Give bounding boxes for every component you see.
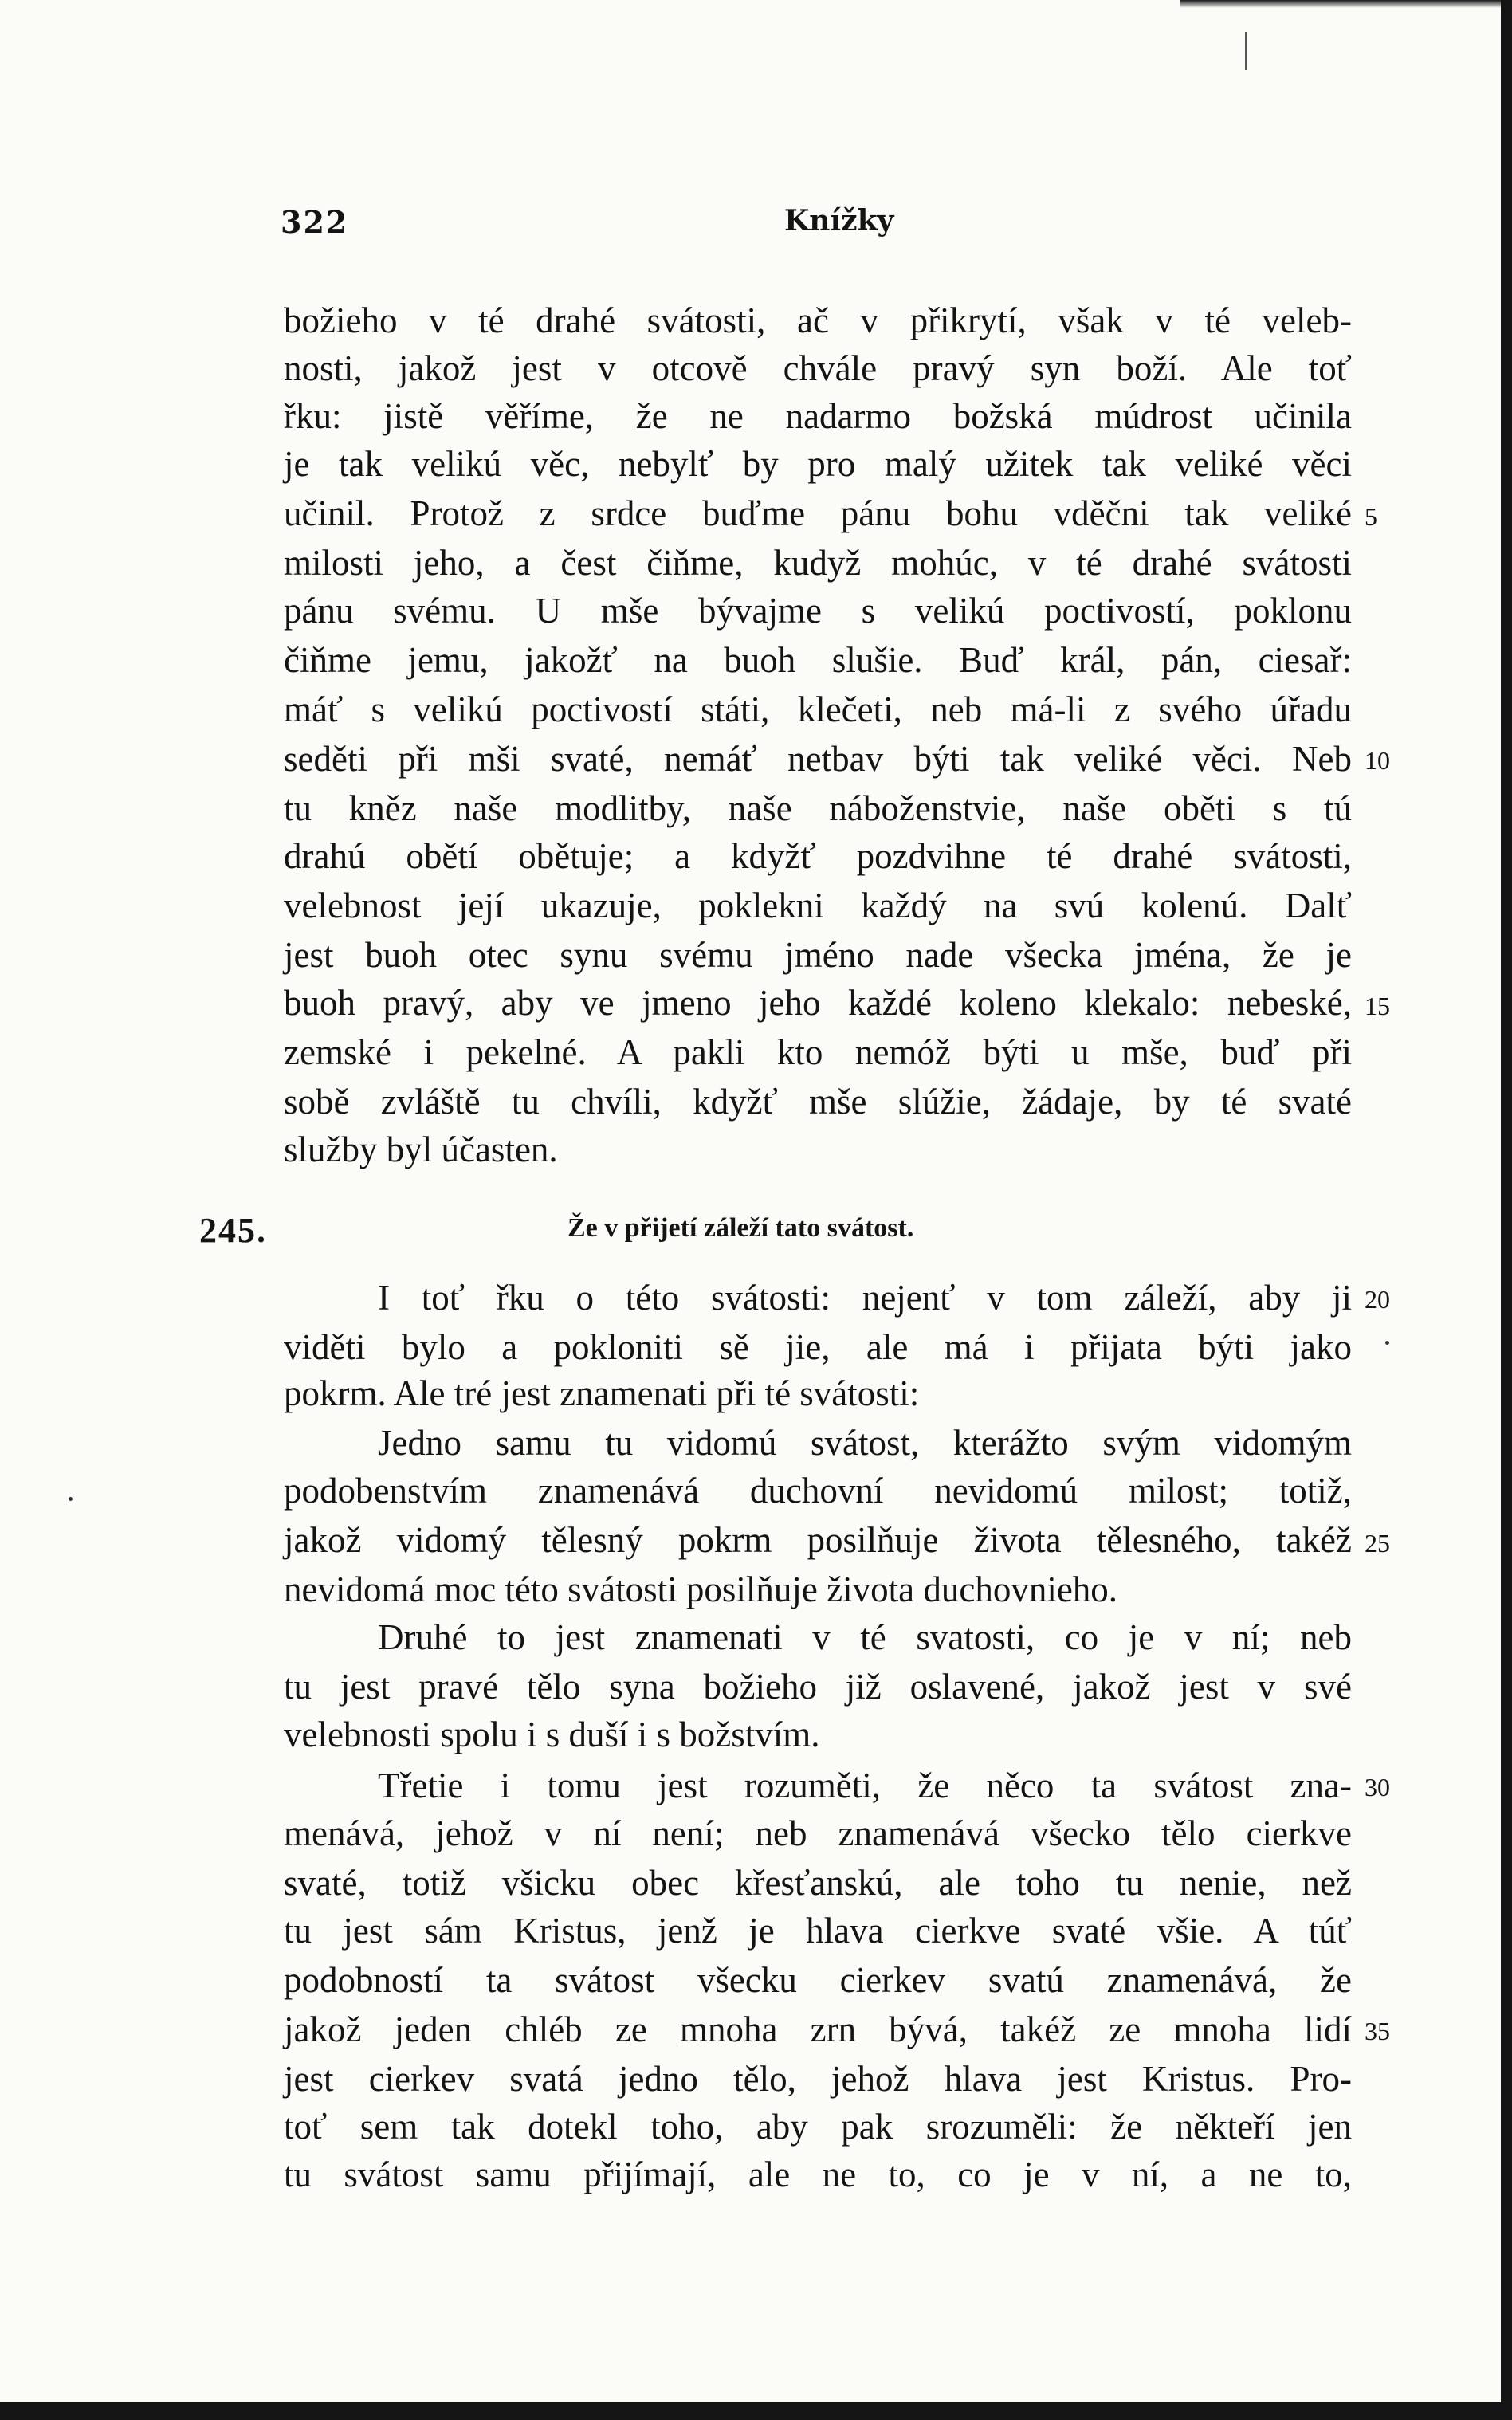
text-line: tu kněz naše modlitby, naše náboženstvie, naše oběti s tú (284, 788, 1352, 828)
text-line: pokrm. Ale tré jest znamenati při té svátosti: (284, 1373, 920, 1413)
text-line: viděti bylo a pokloniti sě jie, ale má i přijata býti jako (284, 1327, 1352, 1367)
scan-mark (1245, 32, 1247, 70)
scan-edge-top (1180, 0, 1501, 8)
line-number: 10 (1365, 746, 1390, 775)
text-line: je tak velikú věc, nebylť by pro malý užitek tak veliké věci (284, 444, 1352, 484)
text-line: božieho v té drahé svátosti, ač v přikrytí, však v té veleb- (284, 301, 1352, 340)
scan-speck (69, 1497, 73, 1501)
page-number: 322 (281, 204, 349, 240)
text-line: drahú obětí obětuje; a kdyžť pozdvihne té drahé svátosti, (284, 836, 1352, 876)
text-line: velebnosti spolu i s duší i s božstvím. (284, 1715, 820, 1754)
text-line: Druhé to jest znamenati v té svatosti, co je v ní; neb (378, 1617, 1352, 1657)
line-number: 35 (1365, 2017, 1390, 2045)
text-line: milosti jeho, a čest čiňme, kudyž mohúc, v té drahé svátosti (284, 543, 1352, 583)
text-line: máť s velikú poctivostí státi, klečeti, neb má-li z svého úřadu (284, 689, 1352, 729)
text-line: jakož vidomý tělesný pokrm posilňuje života tělesného, takéž (284, 1520, 1352, 1560)
text-line: menává, jehož v ní není; neb znamenává všecko tělo cierkve (284, 1813, 1352, 1853)
text-line: Jedno samu tu vidomú svátost, kterážto svým vidomým (378, 1423, 1352, 1463)
text-line: učinil. Protož z srdce buďme pánu bohu vděčni tak veliké (284, 493, 1352, 533)
text-line: jest cierkev svatá jedno tělo, jehož hlava jest Kristus. Pro- (284, 2059, 1352, 2099)
text-line: řku: jistě věříme, že ne nadarmo božská múdrost učinila (284, 396, 1352, 436)
section-title: Že v přijetí záleží tato svátost. (567, 1213, 914, 1243)
scan-edge-right (1501, 0, 1512, 2420)
line-number: 15 (1365, 992, 1390, 1020)
text-line: tu jest sám Kristus, jenž je hlava cierkve svaté všie. A túť (284, 1911, 1352, 1951)
text-line: tu svátost samu přijímají, ale ne to, co je v ní, a ne to, (284, 2155, 1352, 2194)
text-line: podobenstvím znamenává duchovní nevidomú milost; totiž, (284, 1471, 1352, 1511)
section-number: 245. (199, 1211, 267, 1250)
text-line: nosti, jakož jest v otcově chvále pravý syn boží. Ale toť (284, 348, 1352, 388)
text-line: toť sem tak dotekl toho, aby pak srozuměli: že někteří jen (284, 2107, 1352, 2147)
text-line: velebnost její ukazuje, poklekni každý na svú kolenú. Dalť (284, 886, 1352, 925)
line-number: 30 (1365, 1773, 1390, 1801)
text-line: služby byl účasten. (284, 1129, 558, 1169)
text-line: čiňme jemu, jakožť na buoh slušie. Buď král, pán, ciesař: (284, 640, 1352, 680)
scan-speck (1385, 1341, 1389, 1345)
line-number: 5 (1365, 502, 1377, 531)
line-number: 25 (1365, 1529, 1390, 1558)
running-title: Knížky (784, 204, 894, 238)
text-line: jest buoh otec synu svému jméno nade všecka jména, že je (284, 935, 1352, 975)
text-line: sobě zvláště tu chvíli, kdyžť mše slúžie, žádaje, by té svaté (284, 1082, 1352, 1122)
text-line: buoh pravý, aby ve jmeno jeho každé koleno klekalo: nebeské, (284, 983, 1352, 1023)
text-line: tu jest pravé tělo syna božieho již oslavené, jakož jest v své (284, 1667, 1352, 1707)
text-line: svaté, totiž všicku obec křesťanskú, ale toho tu nenie, než (284, 1863, 1352, 1903)
text-line: zemské i pekelné. A pakli kto nemóž býti u mše, buď při (284, 1032, 1352, 1072)
text-line: nevidomá moc této svátosti posilňuje života duchovnieho. (284, 1569, 1118, 1609)
text-line: jakož jeden chléb ze mnoha zrn bývá, takéž ze mnoha lidí (284, 2009, 1352, 2049)
scan-edge-bottom (0, 2402, 1512, 2420)
text-line: podobností ta svátost všecku cierkev svatú znamenává, že (284, 1960, 1352, 2000)
text-line: seděti při mši svaté, nemáť netbav býti tak veliké věci. Neb (284, 739, 1352, 779)
line-number: 20 (1365, 1285, 1390, 1314)
text-line: pánu svému. U mše bývajme s velikú poctivostí, poklonu (284, 591, 1352, 631)
text-line: Třetie i tomu jest rozuměti, že něco ta svátost zna- (378, 1766, 1352, 1805)
text-line: I toť řku o této svátosti: nejenť v tom záleží, aby ji (378, 1278, 1352, 1318)
